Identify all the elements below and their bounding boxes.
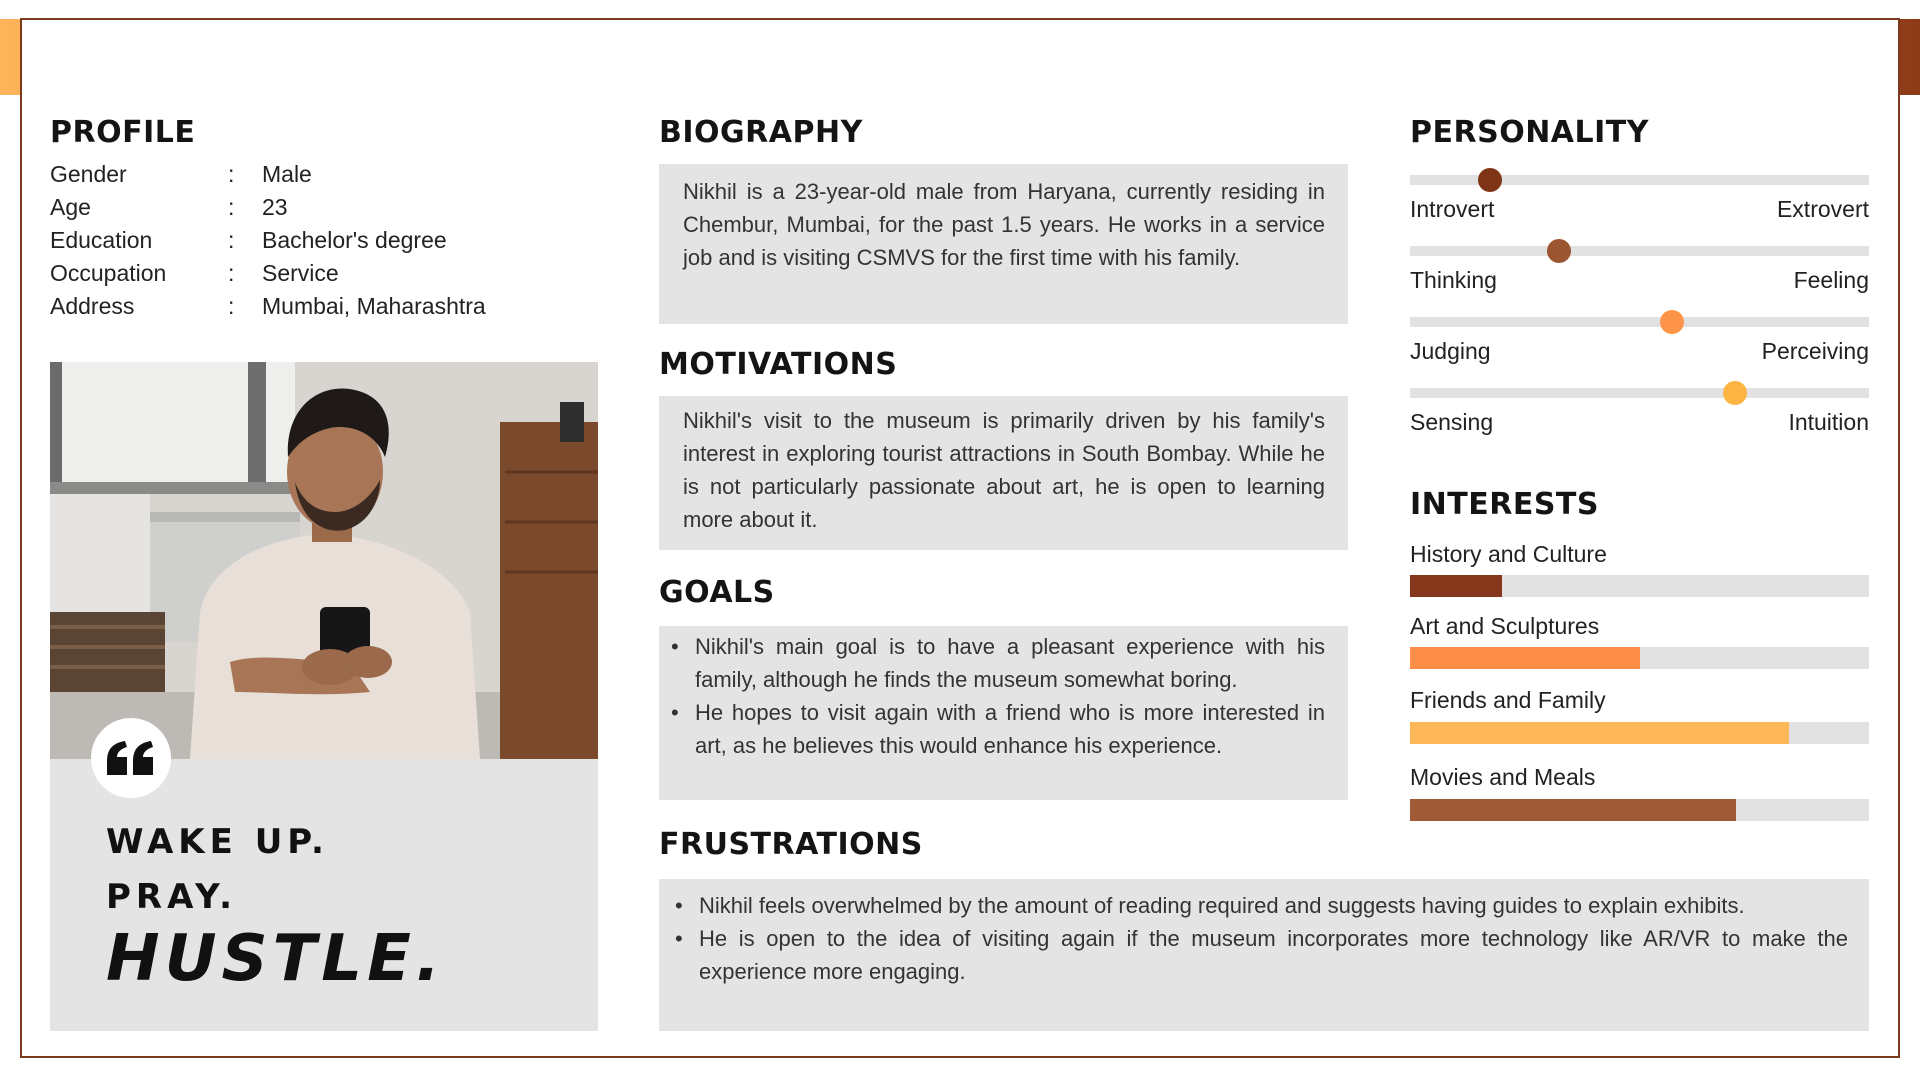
persona-photo	[50, 362, 598, 759]
profile-separator: :	[228, 194, 235, 220]
profile-row-education	[50, 227, 610, 260]
interest-label: Movies and Meals	[1410, 764, 1596, 790]
personality-track	[1410, 317, 1869, 327]
interests-heading: INTERESTS	[1410, 487, 1599, 522]
trait-right-label: Perceiving	[1761, 338, 1869, 364]
interest-bar-fill	[1410, 647, 1640, 669]
biography-text: Nikhil is a 23-year-old male from Haryana, currently residing in Chembur, Mumbai, for the past 1.5 years. He works in a service job and is visiting CSMVS for the first time with his family.	[683, 179, 1325, 270]
trait-left-label: Introvert	[1410, 196, 1495, 222]
goal-item: • Nikhil's main goal is to have a pleasant experience with his family, although he finds the museum somewhat boring.	[659, 630, 1325, 696]
motivations-heading: MOTIVATIONS	[659, 347, 898, 382]
interest-bar-fill	[1410, 722, 1789, 744]
profile-separator: :	[228, 260, 235, 286]
trait-left-label: Thinking	[1410, 267, 1497, 293]
profile-value: Mumbai, Maharashtra	[262, 293, 486, 319]
quote-line-1: WAKE UP.	[106, 822, 329, 862]
interest-label: Friends and Family	[1410, 687, 1606, 713]
quote-line-3: HUSTLE.	[106, 922, 446, 996]
profile-row-occupation	[50, 260, 610, 293]
interest-bar-fill	[1410, 799, 1736, 821]
quote-line-2: PRAY.	[106, 877, 238, 917]
interest-bar-track	[1410, 575, 1869, 597]
frustration-item: • He is open to the idea of visiting again if the museum incorporates more technology like AR/VR to make the experience more engaging.	[663, 922, 1848, 988]
personality-knob	[1547, 239, 1571, 263]
profile-row-gender	[50, 161, 610, 194]
frustrations-heading: FRUSTRATIONS	[659, 827, 923, 862]
personality-track	[1410, 246, 1869, 256]
goals-list	[659, 630, 1325, 762]
frustration-item: • Nikhil feels overwhelmed by the amount of reading required and suggests having guides to explain exhibits.	[663, 889, 1848, 922]
profile-row-address	[50, 293, 610, 326]
profile-value: Bachelor's degree	[262, 227, 447, 253]
biography-heading: BIOGRAPHY	[659, 115, 863, 150]
profile-separator: :	[228, 227, 235, 253]
personality-track	[1410, 175, 1869, 185]
goals-heading: GOALS	[659, 575, 775, 610]
interest-bar-track	[1410, 722, 1869, 744]
trait-right-label: Intuition	[1788, 409, 1869, 435]
personality-heading: PERSONALITY	[1410, 115, 1649, 150]
profile-label: Occupation	[50, 260, 167, 286]
profile-label: Gender	[50, 161, 127, 187]
personality-knob	[1660, 310, 1684, 334]
trait-right-label: Feeling	[1793, 267, 1869, 293]
profile-label: Address	[50, 293, 135, 319]
interest-bar-fill	[1410, 575, 1502, 597]
profile-separator: :	[228, 161, 235, 187]
interest-label: History and Culture	[1410, 541, 1607, 567]
interest-bar-track	[1410, 799, 1869, 821]
goal-item: • He hopes to visit again with a friend who is more interested in art, as he believes this would enhance his experience.	[659, 696, 1325, 762]
profile-label: Age	[50, 194, 91, 220]
interest-label: Art and Sculptures	[1410, 613, 1600, 639]
trait-left-label: Judging	[1410, 338, 1491, 364]
profile-heading: PROFILE	[50, 115, 196, 150]
quote-icon	[91, 718, 171, 798]
personality-knob	[1723, 381, 1747, 405]
trait-right-label: Extrovert	[1776, 196, 1869, 222]
profile-value: Male	[262, 161, 312, 187]
interest-bar-track	[1410, 647, 1869, 669]
trait-left-label: Sensing	[1410, 409, 1494, 435]
profile-separator: :	[228, 293, 235, 319]
profile-row-age	[50, 194, 610, 227]
profile-label: Education	[50, 227, 153, 253]
profile-value: 23	[262, 194, 288, 220]
profile-value: Service	[262, 260, 339, 286]
personality-track	[1410, 388, 1869, 398]
frustrations-list	[663, 889, 1848, 988]
motivations-text: Nikhil's visit to the museum is primarily driven by his family's interest in exploring tourist attractions in South Bombay. While he is not particularly passionate about art, he is open to learning more about it.	[683, 408, 1325, 532]
